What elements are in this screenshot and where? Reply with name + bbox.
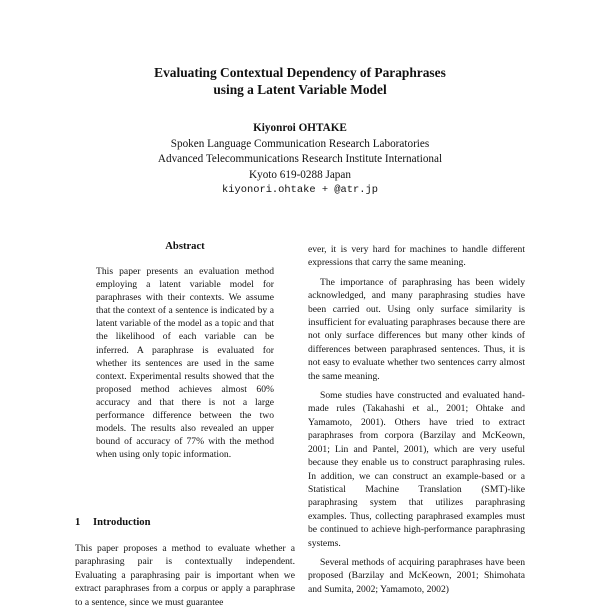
right-paragraph-3: Some studies have constructed and evaluated hand-made rules (Takahashi et al., 2001; Ohtake and Yamamoto, 2001). Others have tried to extract paraphrases from corpora (Barzilay and McKeown, 2001; Lin and Pantel, 2001), which are very useful because they enable us to construct paraphrasing rules. In addition, we can construct an example-based or a Statistical Machine Translation (SMT)-like paraphrasing system that utilizes paraphrasing examples. Thus, collecting paraphrased examples must be continued to achieve high-performance paraphrasing systems. bbox=[308, 390, 525, 549]
right-column bbox=[308, 243, 525, 602]
affiliation-1: Spoken Language Communication Research Laboratories bbox=[170, 137, 430, 150]
affiliation-2: Advanced Telecommunications Research Institute International bbox=[157, 153, 443, 166]
author-name: Kiyonroi OHTAKE bbox=[253, 122, 347, 134]
right-paragraph-1: ever, it is very hard for machines to handle different expressions that carry the same meaning. bbox=[308, 244, 525, 269]
author-block bbox=[0, 121, 600, 199]
abstract-heading: Abstract bbox=[165, 241, 205, 252]
abstract-text: This paper presents an evaluation method employing a latent variable model for paraphrases with their contexts. We assume that the context of a sentence is indicated by a latent variable of the model as a topic and that the likelihood of each variable can be inferred. A paraphrase is evaluated for whether its sentences are used in the same context. Experimental results showed that the proposed method achieves almost 60% accuracy and that there is not a large performance difference between the two models. The results also revealed an upper bound of accuracy of 77% with the method when using only topic information. bbox=[96, 266, 274, 461]
paper-title bbox=[0, 64, 600, 98]
intro-text-left: This paper proposes a method to evaluate whether a paraphrasing pair is contextually independent. Evaluating a paraphrasing pair is important when we extract paraphrases from a corpus or apply a paraphrase to a sentence, since we must guarantee bbox=[75, 543, 295, 608]
title-line-1: Evaluating Contextual Dependency of Paraphrases bbox=[154, 65, 446, 80]
section-title: Introduction bbox=[93, 517, 151, 528]
title-line-2: using a Latent Variable Model bbox=[213, 82, 387, 97]
section-heading bbox=[75, 516, 151, 530]
right-paragraph-2: The importance of paraphrasing has been widely acknowledged, and many paraphrasing studies have been carried out. Using only surface similarity is insufficient for evaluating paraphrases because there are not only surface differences but many other kinds of differences between paraphrased sentences. Thus, it is not easy to evaluate whether two sentences carry almost the same meaning. bbox=[308, 276, 525, 382]
right-paragraph-4: Several methods of acquiring paraphrases have been proposed (Barzilay and McKeown, 2001; Shimohata and Sumita, 2002; Yamamoto, 2002) bbox=[308, 556, 525, 595]
author-email: kiyonori.ohtake + @atr.jp bbox=[222, 184, 378, 197]
section-number: 1 bbox=[75, 517, 81, 528]
author-address: Kyoto 619-0288 Japan bbox=[249, 168, 351, 181]
